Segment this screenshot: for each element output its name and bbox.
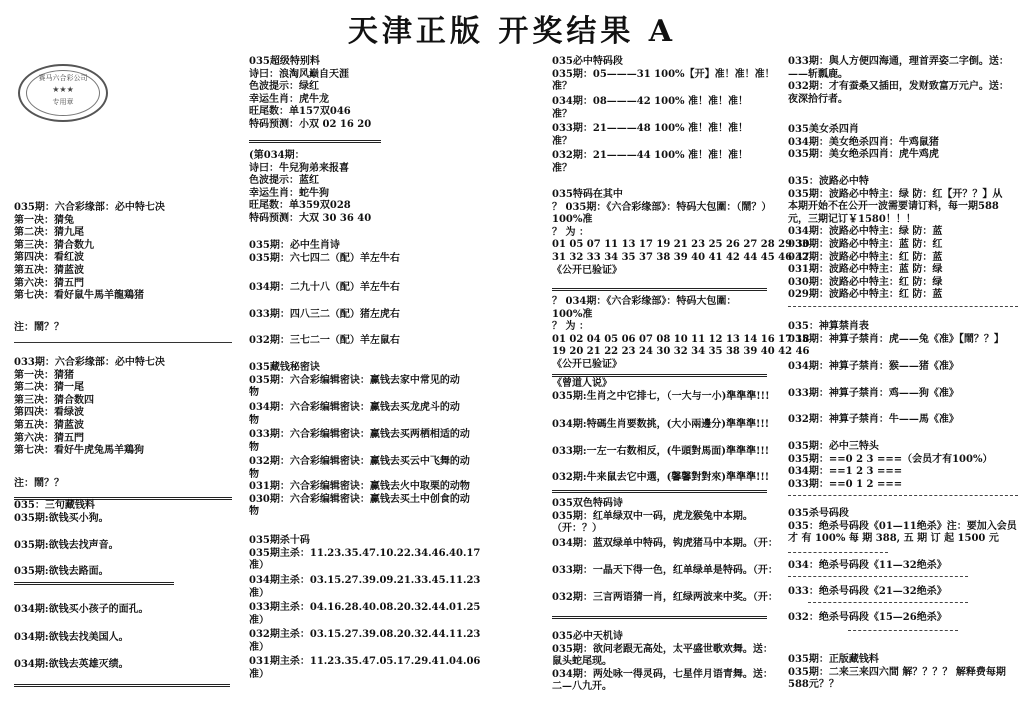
text-line: 035藏钱秘密诀 [249, 362, 320, 373]
text-line: 物 [249, 468, 259, 480]
col1-block4c: 034期:欲钱去英雄灭绩。 [14, 659, 129, 670]
col4-blockD2: 034期：神算子禁肖：猴——猪《准》 [788, 361, 959, 372]
col1-block4b: 034期:欲钱去找美国人。 [14, 632, 129, 643]
col2-blockC2: 034期：二九十八（配）羊左牛右 [249, 282, 400, 293]
text-line: 第七决：看好鼠牛馬羊龍鶏猪 [14, 290, 144, 302]
text-line: 第四决：看红波 [14, 252, 84, 264]
text-line: 035期：波路必中特主：绿 防：红【开？？】从 [788, 188, 1003, 200]
text-line: 旺尾数：单157双046 [249, 106, 351, 118]
divider [552, 288, 767, 291]
col2-blockC3: 033期：四八三二（配）猪左虎右 [249, 309, 400, 320]
text-line: 035期：红单绿双中一码，虎龙猴兔中本期。 [552, 510, 753, 522]
col2-blockE3 [249, 602, 480, 627]
text-line: 第三决：猜合数九 [14, 239, 94, 251]
page-title: 天津正版 开奖结果 A [347, 14, 677, 49]
text-line: 第六决：猜五門 [14, 432, 84, 444]
col1-block3 [14, 500, 109, 525]
col2-blockC [249, 240, 400, 265]
col3-blockE3 [552, 565, 778, 578]
text-line: 033期：六合彩缘部：必中特七决 [14, 357, 165, 368]
text-line: 035期：美女绝杀四肖：虎牛鸡虎 [788, 149, 939, 161]
text-line: ？ 为 ： [552, 321, 589, 333]
text-line: 035期:欲钱买小狗。 [14, 512, 109, 524]
col1-block2 [14, 357, 165, 458]
text-line: 准） [249, 587, 269, 599]
text-line: 035期：二来三来四六間 解？？？？ 解释费每期 [788, 666, 1006, 678]
text-line: 035期：六七四二（配）羊左牛右 [249, 252, 400, 264]
text-line: 鼠头蛇尾现。 [552, 656, 612, 668]
text-line: 033期：21———48 100% 准！准！准！ [552, 123, 749, 134]
col3-blockD2: 034期:特碼生肖要数挑，(大小兩邊分)準準準!!! [552, 419, 770, 430]
col3-blockE4 [552, 592, 778, 605]
text-line: 01 02 04 05 06 07 08 10 11 12 13 14 16 17 18 [552, 333, 810, 345]
col2-blockD4 [249, 456, 470, 481]
text-line: ——斩瓢鹿。 [788, 68, 848, 80]
text-line: 034期：波路必中特主：绿 防：蓝 [788, 226, 943, 238]
col2-blockD3 [249, 429, 470, 454]
divider [14, 582, 174, 585]
text-line: 032期主杀：03.15.27.39.08.20.32.44.11.23 [249, 629, 481, 640]
text-line: 035：绝杀号码段《01—11绝杀》注：要加入会员 [788, 520, 1017, 532]
col1-block1 [14, 202, 165, 303]
text-line: 幸运生肖：蛇牛狗 [249, 187, 329, 199]
col3-blockA [552, 56, 775, 94]
divider [788, 495, 1018, 496]
text-line: 诗曰：浪淘风巅自天涯 [249, 68, 349, 80]
col2-blockE2 [249, 575, 480, 600]
text-line: 035特码在其中 [552, 189, 623, 200]
text-line: （开：？） [552, 523, 602, 535]
text-line: 元，三期记订￥1580！！！ [788, 213, 916, 225]
text-line: 032期：波路必中特主：红 防：蓝 [788, 251, 943, 263]
text-line: 第五决：猜蓝波 [14, 264, 84, 276]
text-line: 035：神算禁肖表 [788, 321, 869, 332]
text-line: 035超级特别料 [249, 56, 320, 67]
divider [552, 490, 767, 493]
text-line: 035双色特码诗 [552, 498, 623, 509]
text-line: 033期：一晶天下得一色，红单绿单是特码。（开： [552, 565, 778, 576]
text-line: 035必中特码段 [552, 56, 623, 67]
text-line: 特码预测：大双 30 36 40 [249, 212, 372, 224]
seal-bottom-text: 专用章 [52, 98, 74, 106]
col3-blockF [552, 631, 773, 694]
text-line: 034期：蓝双绿单中特码，钩虎猪马中本期。（开： [552, 538, 778, 549]
col3-blockD3: 033期:一左一右数相反，(牛頭對馬面)準準準!!! [552, 446, 770, 457]
text-line: 旺尾数：单359双028 [249, 200, 351, 212]
col2-blockD2 [249, 402, 460, 427]
col2-blockE5 [249, 656, 480, 681]
col3-blockD4: 032期:牛来鼠去它中選，(馨馨對對來)準準準!!! [552, 472, 770, 483]
text-line: 032期：六合彩编辑密诀：赢钱去买云中飞舞的动 [249, 456, 470, 467]
text-line: ？ 034期：《六合彩缘部》：特码大包圍： [552, 296, 737, 307]
text-line: 第四决：看绿波 [14, 407, 84, 419]
col3-blockE [552, 498, 753, 536]
text-line: 第七决：看好牛虎兔馬羊鶏狗 [14, 445, 144, 457]
text-line: 034期：两处咏一得灵码，七星伴月语青舞。送： [552, 668, 773, 680]
text-line: 029期：波路必中特主：红 防：蓝 [788, 289, 943, 301]
col2-blockE4 [249, 629, 480, 654]
text-line: 034期：六合彩编辑密诀：赢钱去买龙虎斗的动 [249, 402, 460, 413]
col3-blockD [552, 378, 769, 403]
divider [14, 684, 230, 687]
col3-blockA4 [552, 150, 748, 175]
text-line: 《公开已验证》 [552, 358, 622, 370]
text-line: 035期：正版藏钱料 [788, 654, 879, 665]
text-line: 035期：神算子禁肖：虎——兔《准》【鬧？？】 [788, 333, 1004, 345]
text-line: ？ 035期：《六合彩缘部》：特码大包圍：（鬧？） [552, 201, 772, 213]
text-line: 033期：與人方便四海通，理首弄姿二字倒。送： [788, 56, 1009, 67]
text-line: 030期：六合彩编辑密诀：赢钱去买土中创食的动 [249, 493, 470, 505]
divider [788, 552, 888, 553]
text-line: 准） [249, 560, 269, 572]
text-line: 幸运生肖：虎牛龙 [249, 93, 329, 105]
text-line: 色波提示：绿红 [249, 81, 319, 93]
text-line: 035必中天机诗 [552, 631, 623, 642]
text-line: 034期：08———42 100% 准！准！准！ [552, 96, 749, 107]
text-line: 100%准 [552, 308, 593, 320]
text-line: 033期主杀：04.16.28.40.08.20.32.44.01.25 [249, 602, 481, 613]
col4-blockE [788, 441, 992, 491]
text-line: 19 20 21 22 23 24 30 32 34 35 38 39 40 42 46 [552, 346, 810, 358]
col4-blockC [788, 176, 1002, 302]
text-line: 032期：三言两语猜一肖，红绿两波来中奖。（开： [552, 592, 778, 603]
text-line: 035期：六合彩缘部：必中特七决 [14, 202, 165, 213]
text-line: 本期开始不在公开一波需要请订料，每一期588 [788, 201, 999, 213]
seal-stars: ★★★ [52, 85, 74, 94]
divider [249, 140, 381, 143]
text-line: 准） [249, 641, 269, 653]
col1-block3c: 035期:欲钱去路面。 [14, 566, 109, 577]
col4-blockA [788, 56, 1009, 106]
text-line: 035美女杀四肖 [788, 124, 859, 135]
col4-blockG [788, 654, 1006, 692]
text-line: 035期:生肖之中它排七，（一大与一小)準準準!!! [552, 390, 770, 402]
text-line: ？ 为 ： [552, 226, 589, 238]
text-line: 035期：05———31 100%【开】准！准！准！ [552, 68, 775, 80]
text-line: 030期：波路必中特主：红 防：绿 [788, 276, 943, 288]
text-line: 物 [249, 441, 259, 453]
text-line: 035期：六合彩编辑密诀：赢钱去家中常见的动 [249, 374, 460, 386]
col3-blockA2 [552, 96, 748, 121]
col2-blockD [249, 362, 460, 400]
text-line: 035期主杀：11.23.35.47.10.22.34.46.40.17 [249, 547, 481, 559]
col3-blockB [552, 189, 809, 277]
text-line: 准？ [552, 108, 572, 120]
text-line: 035期杀十码 [249, 535, 310, 546]
text-line: 夜深拾行者。 [788, 93, 848, 105]
text-line: 色波提示：蓝红 [249, 175, 319, 187]
col1-note1: 注：鬧？？ [14, 322, 64, 333]
col2-blockB [249, 150, 371, 226]
text-line: 033期：六合彩编辑密诀：赢钱去买两栖相适的动 [249, 429, 470, 440]
col4-blockF4: 032：绝杀号码段《15—26绝杀》 [788, 612, 947, 623]
text-line: 031期：波路必中特主：蓝 防：绿 [788, 264, 943, 276]
text-line: 031期主杀：11.23.35.47.05.17.29.41.04.06 [249, 656, 481, 667]
col4-blockD3: 033期：神算子禁肖：鸡——狗《准》 [788, 388, 959, 399]
col4-blockF2: 034：绝杀号码段《11—32绝杀》 [788, 560, 947, 571]
seal-top-text: 赛马六合彩公司 [38, 74, 88, 82]
text-line: 《曾道人说》 [552, 378, 612, 389]
text-line: 物 [249, 414, 259, 426]
col2-blockD5 [249, 481, 470, 519]
col4-blockF3: 033：绝杀号码段《21—32绝杀》 [788, 586, 947, 597]
divider [808, 602, 968, 603]
text-line: 033期：==0 1 2 === [788, 478, 903, 490]
text-line: 035：波路必中特 [788, 176, 869, 187]
text-line: 准） [249, 614, 269, 626]
text-line: 588元？？ [788, 679, 839, 691]
divider [552, 616, 767, 619]
text-line: 035：三句藏钱料 [14, 500, 95, 511]
col1-block3b: 035期:欲钱去找声音。 [14, 540, 119, 551]
company-seal [18, 64, 108, 122]
divider [788, 306, 1018, 307]
text-line: 第五决：猜蓝波 [14, 419, 84, 431]
text-line: (第034期： [249, 150, 305, 161]
divider [552, 374, 767, 377]
text-line: 034期主杀：03.15.27.39.09.21.33.45.11.23 [249, 575, 481, 586]
col3-blockC [552, 296, 809, 372]
text-line: 032期：21———44 100% 准！准！准！ [552, 150, 749, 161]
col3-blockE2 [552, 538, 778, 551]
text-line: 才 有 100% 每 期 388, 五 期 订 起 1500 元 [788, 533, 999, 545]
text-line: 035杀号码段 [788, 508, 849, 519]
text-line: 第一决：猜兔 [14, 214, 74, 226]
divider [788, 576, 968, 577]
col4-blockB [788, 124, 939, 162]
text-line: 033期：波路必中特主：蓝 防：红 [788, 238, 943, 250]
text-line: 第六决：猜五門 [14, 277, 84, 289]
text-line: 035期：==0 2 3 ===（会员才有100%） [788, 453, 993, 465]
text-line: 二—八九开。 [552, 681, 612, 693]
text-line: 准） [249, 668, 269, 680]
text-line: 100%准 [552, 214, 593, 226]
text-line: 第一决：猜猪 [14, 369, 74, 381]
text-line: 035期：必中生肖诗 [249, 240, 340, 251]
text-line: 第二决：猜一尾 [14, 382, 84, 394]
text-line: 034期：==1 2 3 === [788, 466, 903, 478]
text-line: 034期：美女绝杀四肖：牛鸡鼠猪 [788, 136, 939, 148]
text-line: 第二决：猜九尾 [14, 227, 84, 239]
text-line: 诗曰：牛兒狗弟来报喜 [249, 162, 349, 174]
text-line: 035期：欲问老跟无高处，太平盛世歌欢舞。送： [552, 643, 773, 655]
col1-note2: 注：鬧？？ [14, 478, 64, 489]
col3-blockA3 [552, 123, 748, 148]
text-line: 031期：六合彩编辑密诀：赢钱去火中取栗的动物 [249, 481, 470, 492]
text-line: 特码预测：小双 02 16 20 [249, 118, 372, 130]
col4-blockF [788, 508, 1017, 546]
col1-block4a: 034期:欲钱买小孩子的面孔。 [14, 604, 149, 615]
text-line: 准？ [552, 162, 572, 174]
text-line: 物 [249, 506, 259, 518]
text-line: 物 [249, 387, 259, 399]
text-line: 准？ [552, 135, 572, 147]
text-line: 《公开已验证》 [552, 264, 622, 276]
col2-blockE [249, 535, 480, 573]
text-line: 31 32 33 34 35 37 38 39 40 41 42 44 45 46 47 [552, 251, 810, 263]
col4-blockD4: 032期：神算子禁肖：牛——馬《准》 [788, 414, 959, 425]
col2-blockC4: 032期：三七二一（配）羊左鼠右 [249, 335, 400, 346]
text-line: 准？ [552, 81, 572, 93]
col2-blockA [249, 56, 371, 132]
text-line: 01 05 07 11 13 17 19 21 23 25 26 27 28 29 30 [552, 239, 810, 251]
divider [14, 342, 232, 343]
text-line: 第三决：猜合数四 [14, 394, 94, 406]
col4-blockD [788, 321, 1004, 346]
text-line: 035期：必中三特头 [788, 441, 879, 452]
divider [848, 630, 958, 631]
text-line: 032期：才有蚕桑又插田，发财致富万元户。送： [788, 81, 1009, 93]
